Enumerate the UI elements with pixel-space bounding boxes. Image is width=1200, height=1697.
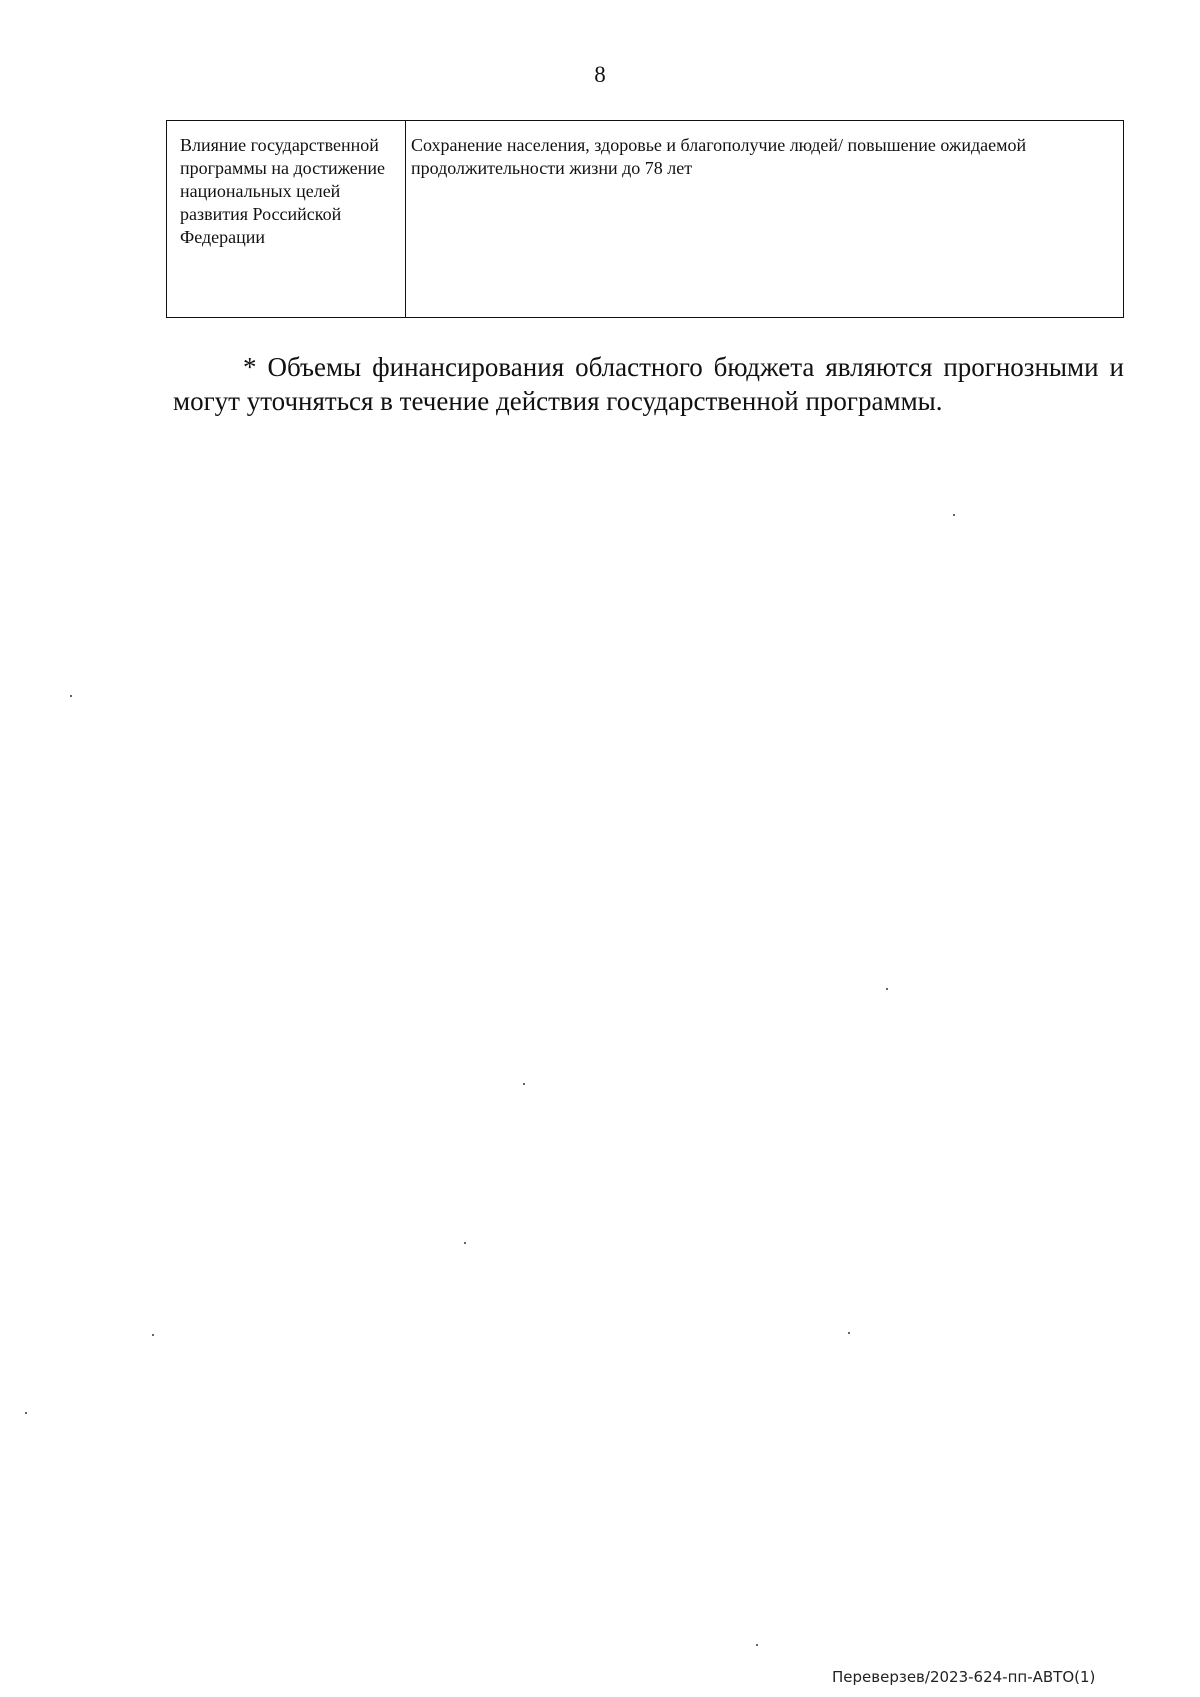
document-registration-stamp: Переверзев/2023-624-пп-АВТО(1) xyxy=(832,1668,1096,1686)
row-label-cell: Влияние государственной программы на достижение национальных целей развития Российской Федерации xyxy=(167,121,406,318)
scan-speck xyxy=(756,1644,758,1646)
scan-speck xyxy=(70,695,72,697)
scan-speck xyxy=(464,1242,466,1244)
financing-footnote: * Объемы финансирования областного бюджета являются прогнозными и могут уточняться в течение действия государственной программы. xyxy=(173,352,1124,416)
scan-speck xyxy=(953,514,955,516)
table-row xyxy=(167,121,1124,318)
program-passport-table xyxy=(166,120,1124,318)
scan-speck xyxy=(848,1332,850,1334)
scan-speck xyxy=(25,1412,27,1414)
scan-speck xyxy=(523,1083,525,1085)
row-value-cell: Сохранение населения, здоровье и благополучие людей/ повышение ожидаемой продолжительности жизни до 78 лет xyxy=(406,121,1124,318)
page-number: 8 xyxy=(594,62,606,87)
scan-speck xyxy=(886,988,888,990)
scan-speck xyxy=(152,1334,154,1336)
